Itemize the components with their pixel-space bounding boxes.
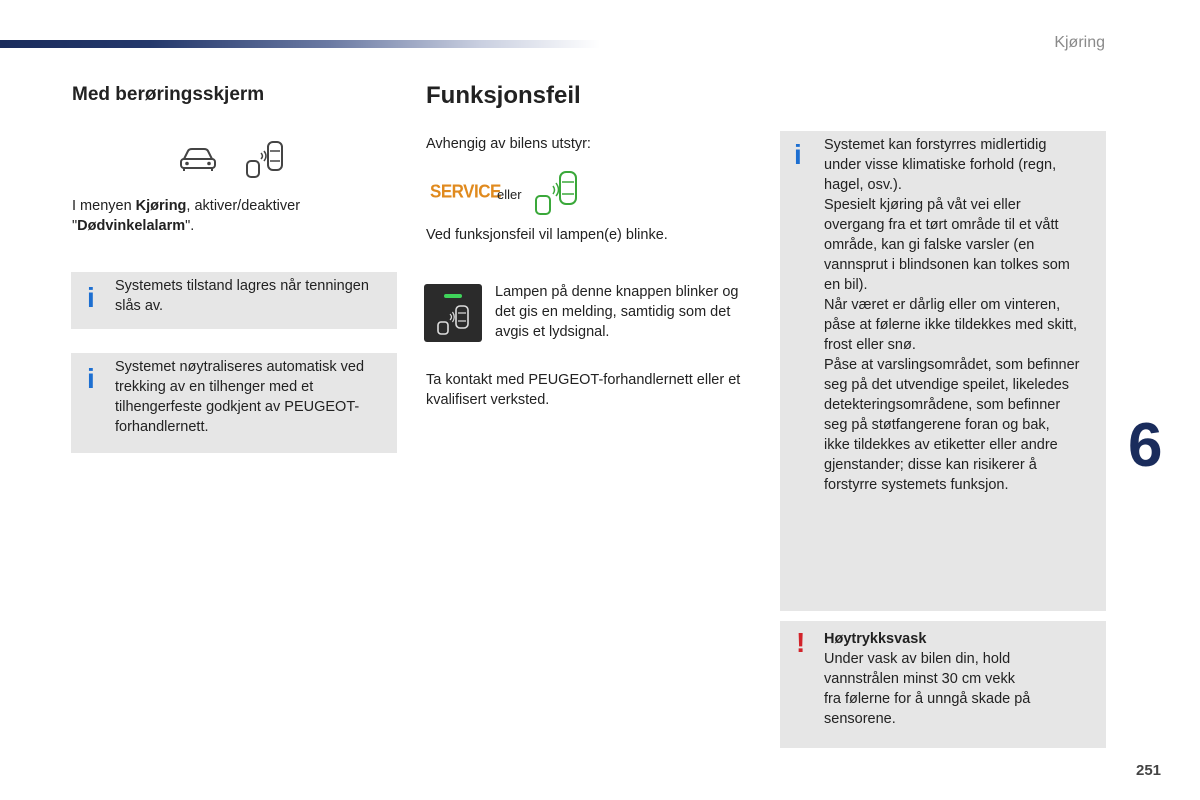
menu-instruction bbox=[72, 196, 392, 236]
text-line: detekteringsområdene, som befinner bbox=[824, 397, 1061, 413]
text-line: en bil). bbox=[824, 277, 868, 293]
text-line: område, kan gi falske varsler (en bbox=[824, 237, 1035, 253]
or-label: eller bbox=[497, 187, 522, 202]
text-line: Spesielt kjøring på våt vei eller bbox=[824, 197, 1021, 213]
warning-title: Høytrykksvask bbox=[824, 631, 927, 647]
middle-heading: Funksjonsfeil bbox=[426, 82, 581, 109]
section-title: Kjøring bbox=[1054, 34, 1105, 51]
page-number: 251 bbox=[1136, 762, 1162, 779]
text-line: Under vask av bilen din, hold bbox=[824, 651, 1011, 667]
text-line: vannsprut i blindsonen kan tolkes som bbox=[824, 257, 1070, 273]
warning-box-high-pressure bbox=[780, 621, 1106, 748]
service-warning-label: SERVICE bbox=[430, 181, 501, 202]
blind-spot-button-icon bbox=[424, 284, 482, 342]
info-box-trailer bbox=[71, 353, 397, 453]
info-icon: i bbox=[794, 139, 802, 170]
warning-icon: ! bbox=[796, 627, 806, 658]
text-line: påse at følerne ikke tildekkes med skitt, bbox=[824, 317, 1078, 333]
text-line: gjenstander; disse kan risikerer å bbox=[824, 457, 1037, 473]
text-line: frost eller snø. bbox=[824, 337, 916, 353]
blind-spot-button-image bbox=[424, 284, 482, 342]
text-line: Systemet kan forstyrres midlertidig bbox=[824, 137, 1047, 153]
info-box-text: Systemets tilstand lagres når tenningen slås av. bbox=[115, 278, 369, 314]
text-line: ikke tildekkes av etiketter eller andre bbox=[824, 437, 1058, 453]
climate-info-text bbox=[824, 135, 1096, 495]
button-blink-text: Lampen på denne knappen blinker og det gis en melding, samtidig som det avgis et lydsignal. bbox=[495, 284, 739, 340]
info-box-state-saved bbox=[71, 272, 397, 329]
instruction-function: Dødvinkelalarm bbox=[77, 218, 186, 234]
text-line: seg på det utvendige speilet, likeledes bbox=[824, 377, 1070, 393]
warning-text bbox=[824, 629, 1096, 729]
info-box-text: Systemet nøytraliseres automatisk ved trekking av en tilhenger med et tilhengerfeste godkjent av PEUGEOT-forhandlernett. bbox=[115, 359, 365, 435]
instruction-prefix: I menyen bbox=[72, 198, 136, 214]
info-box-climate bbox=[780, 131, 1106, 611]
text-line: Påse at varslingsområdet, som befinner bbox=[824, 357, 1080, 373]
text-line: sensorene. bbox=[824, 711, 896, 727]
header-color-bar bbox=[0, 40, 600, 48]
left-heading: Med berøringsskjerm bbox=[72, 84, 265, 105]
text-line: vannstrålen minst 30 cm vekk bbox=[824, 671, 1015, 687]
text-line: under visse klimatiske forhold (regn, bbox=[824, 157, 1057, 173]
text-line: hagel, osv.). bbox=[824, 177, 902, 193]
text-line: Når været er dårlig eller om vinteren, bbox=[824, 297, 1061, 313]
text-line: forstyrre systemets funksjon. bbox=[824, 477, 1009, 493]
lamp-blink-text: Ved funksjonsfeil vil lampen(e) blinke. bbox=[426, 227, 668, 243]
blind-spot-icon bbox=[244, 139, 286, 179]
contact-text: Ta kontakt med PEUGEOT-forhandlernett eller et kvalifisert verksted. bbox=[426, 372, 741, 408]
text-line: fra følerne for å unngå skade på bbox=[824, 691, 1031, 707]
car-icon bbox=[178, 145, 218, 173]
instruction-suffix: ". bbox=[185, 218, 195, 234]
info-icon: i bbox=[87, 363, 95, 394]
blind-spot-warning-icon bbox=[533, 170, 581, 216]
info-icon: i bbox=[87, 282, 95, 313]
instruction-middle: , aktiver/deaktiver " bbox=[72, 198, 301, 234]
chapter-number: 6 bbox=[1128, 411, 1163, 480]
text-line: overgang fra et tørt område til et vått bbox=[824, 217, 1059, 233]
text-line: seg på støtfangerene foran og bak, bbox=[824, 417, 1050, 433]
instruction-menu: Kjøring bbox=[135, 198, 187, 214]
equipment-note: Avhengig av bilens utstyr: bbox=[426, 136, 591, 152]
